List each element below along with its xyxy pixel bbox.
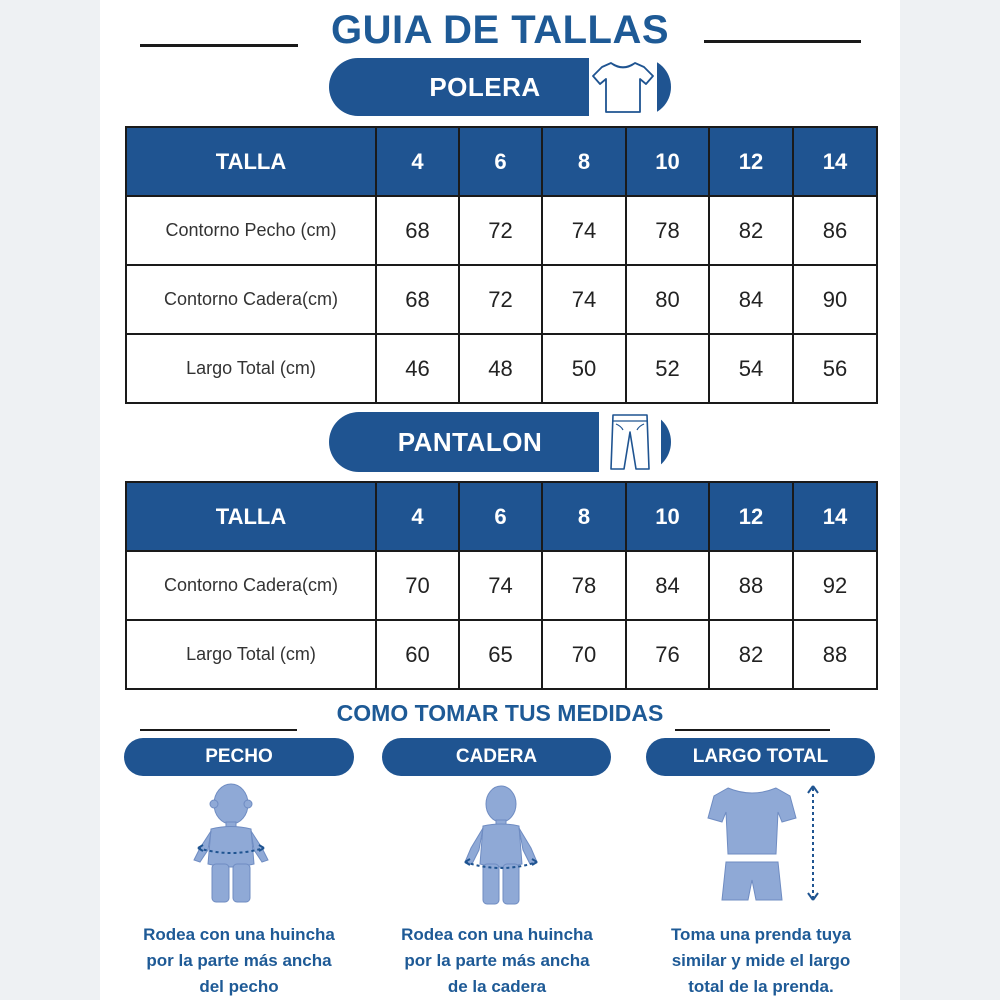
pantalon-header-size: 10 [626,482,709,551]
polera-header-size: 10 [626,127,709,196]
pantalon-header-size: 4 [376,482,459,551]
pantalon-header-row [126,482,877,551]
polera-cell-value: 80 [626,265,709,334]
polera-cell-value: 68 [376,196,459,265]
garment-length-icon [706,784,824,904]
largo-total-instruction-line: total de la prenda. [688,977,834,996]
polera-cell-value: 48 [459,334,542,403]
tshirt-icon [589,58,657,116]
title-rule-right [704,40,861,43]
pantalon-header-size: 12 [709,482,793,551]
cadera-instruction-line: de la cadera [447,977,547,996]
pants-icon [599,412,661,472]
polera-header-row [126,127,877,196]
pantalon-row-label: Largo Total (cm) [126,620,376,689]
pecho-instruction-line: por la parte más ancha [146,951,332,970]
pantalon-table-row [126,551,877,620]
child-hip-measure-icon [459,784,543,908]
background-right [900,0,1000,1000]
polera-size-table [125,126,878,404]
polera-table-row [126,196,877,265]
cadera-instruction-line: Rodea con una huincha [401,925,593,944]
polera-cell-value: 52 [626,334,709,403]
polera-cell-value: 72 [459,265,542,334]
pantalon-cell-value: 92 [793,551,877,620]
pantalon-header-talla: TALLA [126,482,376,551]
polera-cell-value: 72 [459,196,542,265]
pecho-instruction-line: del pecho [199,977,279,996]
polera-cell-value: 46 [376,334,459,403]
size-guide-page [100,0,900,1000]
pantalon-cell-value: 88 [709,551,793,620]
pantalon-header-size: 8 [542,482,626,551]
pantalon-cell-value: 70 [376,551,459,620]
cadera-banner: CADERA [382,738,611,776]
pantalon-cell-value: 65 [459,620,542,689]
largo-total-instructions [646,922,876,1000]
largo-total-instruction-line: Toma una prenda tuya [670,925,852,944]
polera-table-row [126,334,877,403]
polera-header-size: 4 [376,127,459,196]
polera-cell-value: 68 [376,265,459,334]
polera-header-size: 8 [542,127,626,196]
pantalon-banner [329,412,671,472]
polera-cell-value: 54 [709,334,793,403]
pantalon-cell-value: 76 [626,620,709,689]
polera-cell-value: 74 [542,196,626,265]
polera-cell-value: 84 [709,265,793,334]
pantalon-header-size: 14 [793,482,877,551]
polera-row-label: Contorno Cadera(cm) [126,265,376,334]
polera-cell-value: 50 [542,334,626,403]
background-left [0,0,100,1000]
polera-header-size: 6 [459,127,542,196]
pantalon-size-table [125,481,878,690]
polera-header-size: 14 [793,127,877,196]
pantalon-table-row [126,620,877,689]
polera-cell-value: 86 [793,196,877,265]
polera-row-label: Contorno Pecho (cm) [126,196,376,265]
pantalon-cell-value: 82 [709,620,793,689]
pantalon-cell-value: 60 [376,620,459,689]
polera-label: POLERA [429,71,541,102]
pantalon-cell-value: 84 [626,551,709,620]
polera-cell-value: 82 [709,196,793,265]
pantalon-label: PANTALON [397,426,543,457]
pecho-instructions [124,922,354,1000]
polera-row-label: Largo Total (cm) [126,334,376,403]
page-title: GUIA DE TALLAS [330,8,670,52]
pantalon-cell-value: 88 [793,620,877,689]
child-chest-measure-icon [186,782,276,906]
pantalon-cell-value: 74 [459,551,542,620]
pantalon-header-size: 6 [459,482,542,551]
polera-cell-value: 74 [542,265,626,334]
pantalon-cell-value: 70 [542,620,626,689]
polera-header-size: 12 [709,127,793,196]
polera-cell-value: 78 [626,196,709,265]
medidas-rule-left [140,729,297,731]
pantalon-row-label: Contorno Cadera(cm) [126,551,376,620]
polera-cell-value: 56 [793,334,877,403]
polera-banner [329,58,671,116]
cadera-instruction-line: por la parte más ancha [404,951,590,970]
pecho-banner: PECHO [124,738,354,776]
pecho-instruction-line: Rodea con una huincha [143,925,335,944]
cadera-instructions [382,922,612,1000]
largo-total-instruction-line: similar y mide el largo [671,951,851,970]
medidas-rule-right [675,729,830,731]
pantalon-cell-value: 78 [542,551,626,620]
polera-header-talla: TALLA [126,127,376,196]
largo-total-banner: LARGO TOTAL [646,738,875,776]
polera-table-row [126,265,877,334]
polera-cell-value: 90 [793,265,877,334]
medidas-title: COMO TOMAR TUS MEDIDAS [336,700,664,726]
